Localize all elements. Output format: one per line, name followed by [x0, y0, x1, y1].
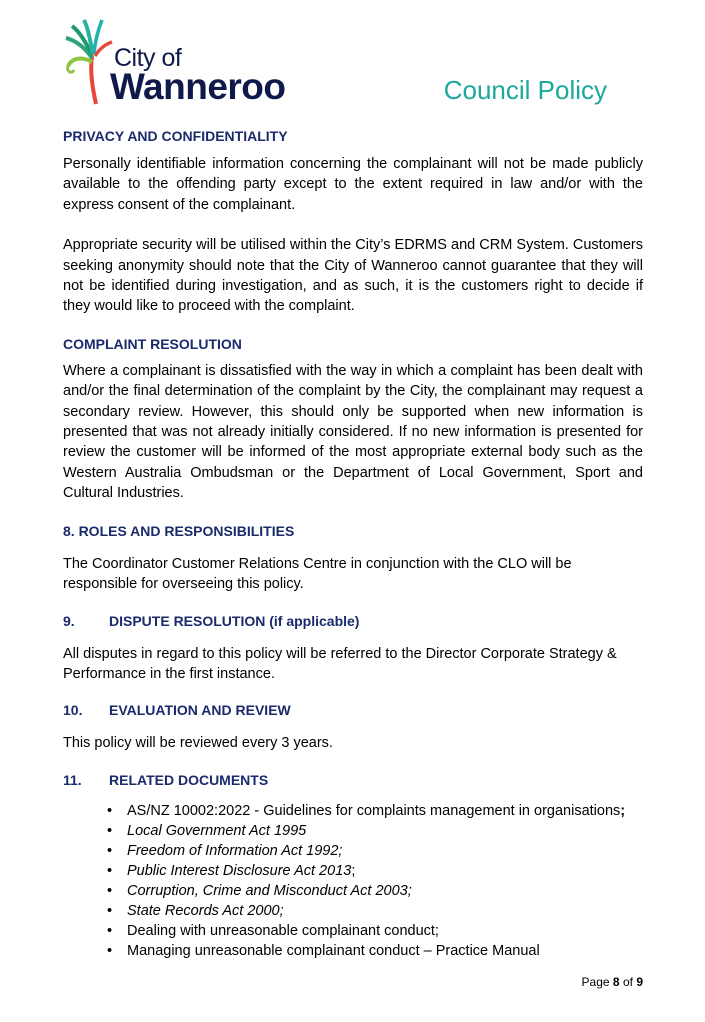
complaint-resolution-heading: COMPLAINT RESOLUTION [63, 335, 242, 352]
list-item [63, 901, 643, 921]
list-item-text: AS/NZ 10002:2022 - Guidelines for complaints management in organisations [127, 802, 621, 819]
city-of-wanneroo-logo [62, 16, 302, 106]
complaint-resolution-paragraph: Where a complainant is dissatisfied with the way in which a complaint has been dealt with and/or the final determination of the complaint by the City, the complainant may request a secondary review. However, this should only be supported when new information is presented that was not already initially considered. If no new information is presented for review the customer will be informed of the most appropriate external body such as the Western Australia Ombudsman or the Department of Local Government, Sport and Cultural Industries. [63, 362, 643, 502]
list-item [63, 881, 643, 901]
list-item-text: Freedom of Information Act 1992; [127, 842, 343, 859]
evaluation-heading [63, 701, 643, 719]
list-item-text: Dealing with unreasonable complainant conduct; [127, 922, 439, 939]
list-item-text: Local Government Act 1995 [127, 822, 307, 839]
privacy-paragraph-1: Personally identifiable information concerning the complainant will not be made publicly available to the offending party except to the extent required in law and/or with the express consent of the complainant. [63, 156, 643, 213]
document-type-title: Council Policy [443, 75, 607, 105]
privacy-heading: PRIVACY AND CONFIDENTIALITY [63, 128, 288, 144]
related-documents-heading [63, 771, 643, 789]
list-item [63, 841, 643, 861]
evaluation-paragraph: This policy will be reviewed every 3 years. [63, 735, 333, 752]
logo-text-wanneroo: Wanneroo [110, 66, 286, 107]
list-item-suffix: ; [620, 802, 626, 819]
page-of-label: of [622, 975, 633, 989]
total-pages: 9 [636, 975, 643, 989]
logo-text-city-of: City of [114, 44, 182, 72]
privacy-paragraph-2: Appropriate security will be utilised within the City’s EDRMS and CRM System. Customers seeking anonymity should note that the City of Wanneroo cannot guarantee that they will not be identified during investigation, and as such, it is the customers right to decide if they would like to proceed with the complaint. [63, 237, 643, 315]
list-item-text: Public Interest Disclosure Act 2013 [127, 862, 352, 879]
list-item-suffix: ; [351, 862, 356, 879]
list-item [63, 921, 643, 941]
roles-paragraph: The Coordinator Customer Relations Centre in conjunction with the CLO will be responsible for overseeing this policy. [63, 555, 572, 593]
heading-text: EVALUATION AND REVIEW [109, 702, 291, 719]
dispute-heading [63, 612, 643, 630]
roles-heading: 8. ROLES AND RESPONSIBILITIES [63, 522, 295, 539]
page-number [582, 975, 643, 989]
heading-text: RELATED DOCUMENTS [109, 771, 269, 788]
related-documents-list [63, 801, 643, 961]
list-item [63, 861, 643, 881]
document-body [63, 127, 643, 961]
page-label: Page [581, 975, 610, 989]
heading-text: DISPUTE RESOLUTION (if applicable) [109, 612, 360, 629]
dispute-paragraph: All disputes in regard to this policy will be referred to the Director Corporate Strategy & Performance in the first instance. [63, 645, 617, 682]
section-number: 11. [63, 771, 82, 788]
list-item [63, 801, 643, 821]
section-number: 10. [63, 702, 83, 719]
current-page: 8 [612, 975, 620, 989]
section-number: 9. [63, 612, 75, 629]
list-item-text: Managing unreasonable complainant conduct – Practice Manual [127, 942, 540, 959]
list-item-text: Corruption, Crime and Misconduct Act 2003; [127, 882, 412, 899]
list-item-text: State Records Act 2000; [127, 902, 284, 919]
list-item [63, 941, 643, 961]
list-item [63, 821, 643, 841]
